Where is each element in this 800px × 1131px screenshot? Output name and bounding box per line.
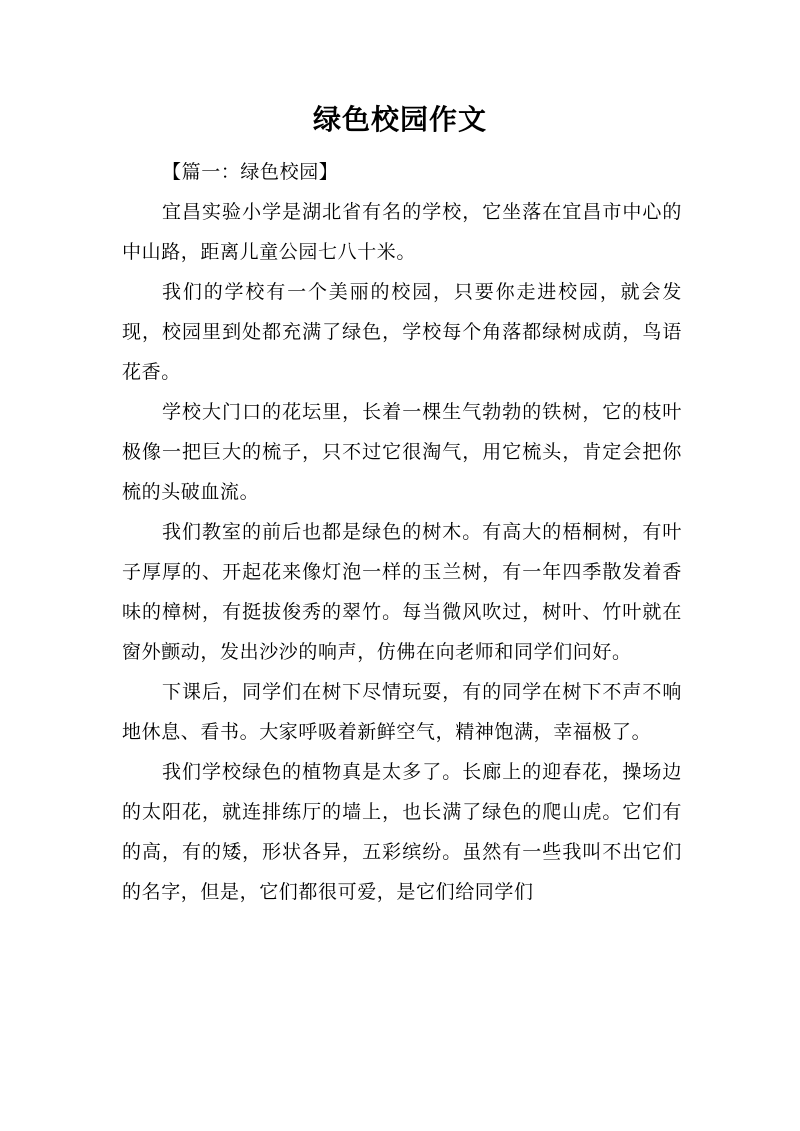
paragraph-4: 我们教室的前后也都是绿色的树木。有高大的梧桐树，有叶子厚厚的、开起花来像灯泡一样的玉兰树，有一年四季散发着香味的樟树，有挺拔俊秀的翠竹。每当微风吹过，树叶、竹叶就在窗外颤动，发出沙沙的响声，仿佛在向老师和同学们问好。 [122, 521, 682, 663]
document-body [122, 152, 682, 912]
paragraph-5: 下课后，同学们在树下尽情玩耍，有的同学在树下不声不响地休息、看书。大家呼吸着新鲜空气，精神饱满，幸福极了。 [122, 681, 682, 743]
document-title: 绿色校园作文 [312, 103, 487, 136]
paragraph-1: 宜昌实验小学是湖北省有名的学校，它坐落在宜昌市中心的中山路，距离儿童公园七八十米。 [122, 201, 682, 263]
section-heading: 【篇一：绿色校园】 [162, 161, 339, 183]
paragraph-6: 我们学校绿色的植物真是太多了。长廊上的迎春花，操场边的太阳花，就连排练厅的墙上，也长满了绿色的爬山虎。它们有的高，有的矮，形状各异，五彩缤纷。虽然有一些我叫不出它们的名字，但是，它们都很可爱，是它们给同学们 [122, 761, 682, 903]
paragraph-3: 学校大门口的花坛里，长着一棵生气勃勃的铁树，它的枝叶极像一把巨大的梳子，只不过它很淘气，用它梳头，肯定会把你梳的头破血流。 [122, 401, 682, 503]
paragraph-2: 我们的学校有一个美丽的校园，只要你走进校园，就会发现，校园里到处都充满了绿色，学校每个角落都绿树成荫，鸟语花香。 [122, 281, 682, 383]
